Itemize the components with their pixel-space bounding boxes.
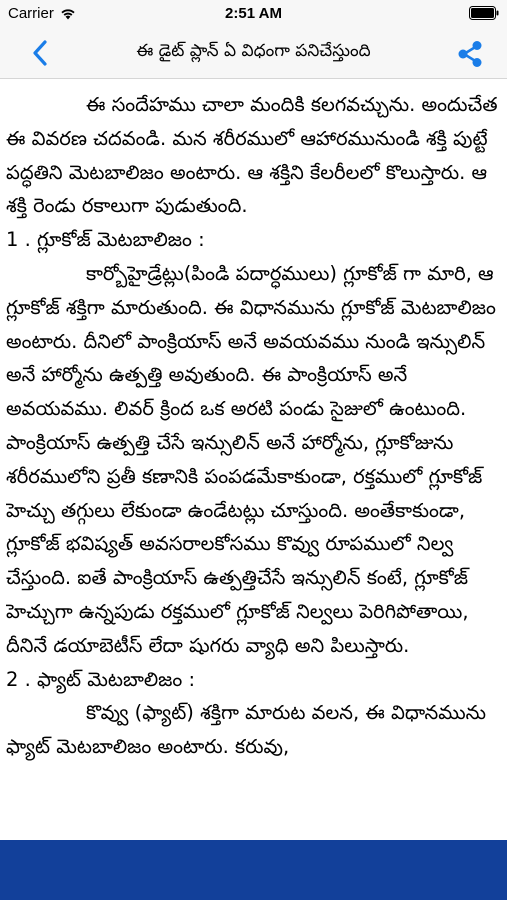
bottom-banner <box>0 840 507 900</box>
article-paragraph: కార్బోహైడ్రేట్లు(పిండి పదార్ధములు) గ్లూకోజ్ గా మారి, ఆ గ్లూకోజ్ శక్తిగా మారుతుంది. ఈ విధానమును గ్లూకోజ్ మెటబాలిజం అంటారు. దీనిలో పాంక్రియాస్ అనే అవయవము నుండి ఇన్సులిన్ అనే హార్మోను ఉత్పత్తి అవుతుంది. ఈ పాంక్రియాస్ అనే అవయవము. లివర్ క్రింద ఒక అరటి పండు సైజులో ఉంటుంది. పాంక్రియాస్ ఉత్పత్తి చేసే ఇన్సులిన్ అనే హార్మోను, గ్లూకోజును శరీరములోని ప్రతీ కణానికి పంపడమేకాకుండా, రక్తములో గ్లూకోజ్ హెచ్చు తగ్గులు లేకుండా ఉండేటట్లు చూస్తుంది. అంతేకాకుండా, గ్లూకోజ్ భవిష్యత్ అవసరాలకోసము కొవ్వు రూపములో నిల్వ చేస్తుంది. ఐతే పాంక్రియాస్ ఉత్పత్తిచేసే ఇన్సులిన్ కంటే, గ్లూకోజ్ హెచ్చుగా ఉన్నపుడు రక్తములో గ్లూకోజ్ నిల్వలు పెరిగిపోతాయి, దీనినే డయాబెటీస్ లేదా షుగరు వ్యాధి అని పిలుస్తారు. <box>6 261 496 657</box>
status-time: 2:51 AM <box>225 5 282 22</box>
share-button[interactable] <box>455 39 485 69</box>
section-heading: 2 . ఫ్యాట్ మెటబాలిజం : <box>6 667 196 691</box>
navigation-bar <box>0 28 507 79</box>
page-title: ఈ డైట్ ప్లాన్ ఏ విధంగా పనిచేస్తుంది <box>136 41 371 61</box>
carrier-label: Carrier <box>8 5 54 22</box>
section-heading: 1 . గ్లూకోజ్ మెటబాలిజం : <box>6 228 205 252</box>
article-content <box>6 88 501 840</box>
chevron-left-icon <box>28 38 52 68</box>
battery-icon <box>469 6 499 20</box>
share-icon <box>455 39 485 69</box>
article-paragraph: కొవ్వు (ఫ్యాట్) శక్తిగా మారుట వలన, ఈ విధానమును ఫ్యాట్ మెటబాలిజం అంటారు. కరువు, <box>6 701 487 759</box>
status-bar <box>0 0 507 28</box>
back-button[interactable] <box>28 38 52 68</box>
article-paragraph: ఈ సందేహము చాలా మందికి కలగవచ్చును. అందుచేత ఈ వివరణ చదవండి. మన శరీరములో ఆహారమునుండి శక్తి పుట్టే పద్ధతిని మెటబాలిజం అంటారు. ఆ శక్తిని కేలరీలలో కొలుస్తారు. ఆ శక్తి రెండు రకాలుగా పుడుతుంది. <box>6 93 498 218</box>
